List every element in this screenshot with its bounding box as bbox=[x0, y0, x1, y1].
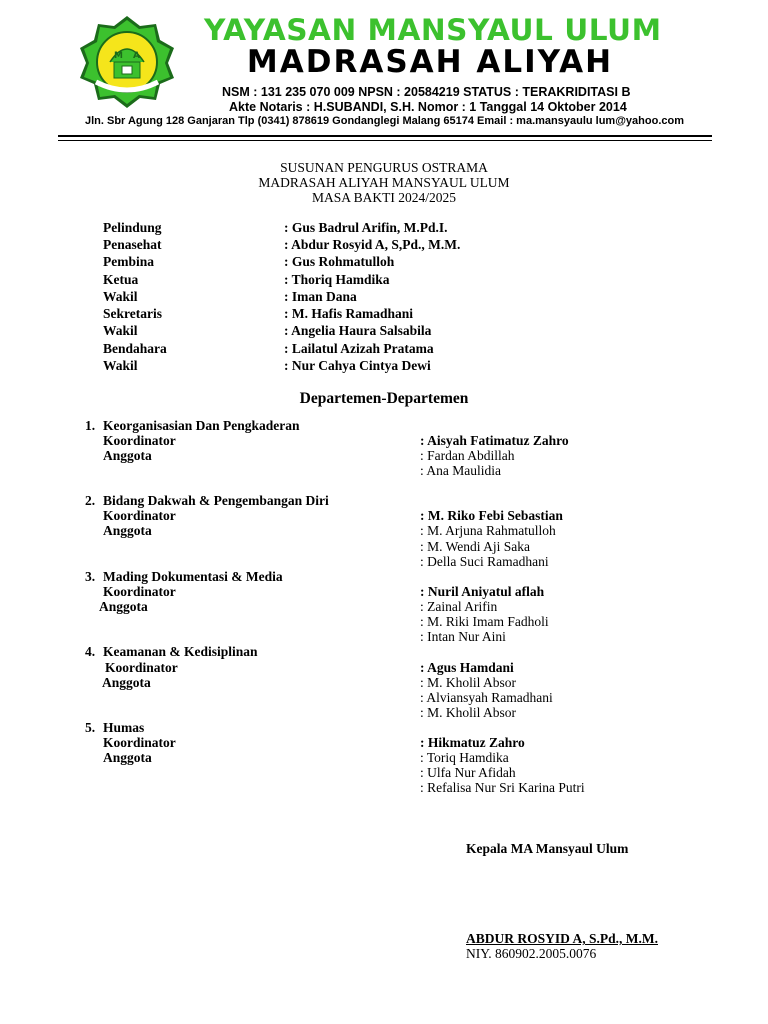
signatory-name: ABDUR ROSYID A, S.Pd., M.M. bbox=[466, 931, 659, 946]
coordinator-name: : Agus Hamdani bbox=[420, 660, 514, 675]
member-name: : Ulfa Nur Afidah bbox=[420, 765, 516, 780]
members-label: Anggota bbox=[103, 750, 152, 765]
school-name: MADRASAH ALIYAH bbox=[246, 44, 614, 80]
officer-name: : Lailatul Azizah Pratama bbox=[284, 341, 434, 356]
department-name: Bidang Dakwah & Pengembangan Diri bbox=[103, 493, 329, 508]
department-name: Mading Dokumentasi & Media bbox=[103, 569, 283, 584]
registration-line: NSM : 131 235 070 009 NPSN : 20584219 STATUS : TERAKRIDITASI B bbox=[222, 85, 631, 99]
officer-name: : Nur Cahya Cintya Dewi bbox=[284, 358, 431, 373]
officer-name: : Angelia Haura Salsabila bbox=[284, 323, 432, 338]
coordinator-label: Koordinator bbox=[103, 584, 176, 599]
signatory-position: Kepala MA Mansyaul Ulum bbox=[466, 841, 629, 856]
coordinator-label: Koordinator bbox=[103, 433, 176, 448]
officer-role: Wakil bbox=[103, 289, 138, 304]
officer-name: : M. Hafis Ramadhani bbox=[284, 306, 414, 321]
svg-text:A: A bbox=[133, 51, 140, 61]
officer-role: Pelindung bbox=[103, 220, 162, 235]
header-divider-thin bbox=[58, 140, 712, 141]
coordinator-label: Koordinator bbox=[103, 508, 176, 523]
svg-text:M: M bbox=[114, 51, 123, 61]
members-label: Anggota bbox=[102, 675, 151, 690]
officer-name: : Abdur Rosyid A, S,Pd., M.M. bbox=[284, 237, 461, 252]
signatory-id: NIY. 860902.2005.0076 bbox=[466, 946, 597, 961]
member-name: : Ana Maulidia bbox=[420, 463, 501, 478]
officer-name: : Thoriq Hamdika bbox=[284, 272, 390, 287]
member-name: : Zainal Arifin bbox=[420, 599, 498, 614]
coordinator-name: : Hikmatuz Zahro bbox=[420, 735, 525, 750]
members-label: Anggota bbox=[103, 523, 152, 538]
member-name: : Della Suci Ramadhani bbox=[420, 554, 549, 569]
officer-role: Ketua bbox=[103, 272, 139, 287]
members-label: Anggota bbox=[99, 599, 148, 614]
member-name: : M. Arjuna Rahmatulloh bbox=[420, 523, 556, 538]
department-name: Keamanan & Kedisiplinan bbox=[103, 644, 258, 659]
header-divider-thick bbox=[58, 135, 712, 137]
foundation-name: YAYASAN MANSYAUL ULUM bbox=[204, 13, 662, 47]
member-name: : Fardan Abdillah bbox=[420, 448, 515, 463]
member-name: : Intan Nur Aini bbox=[420, 629, 506, 644]
school-logo bbox=[70, 14, 184, 108]
officer-role: Pembina bbox=[103, 254, 155, 269]
member-name: : Toriq Hamdika bbox=[420, 750, 509, 765]
notary-line: Akte Notaris : H.SUBANDI, S.H. Nomor : 1 Tanggal 14 Oktober 2014 bbox=[229, 100, 627, 114]
title-line-2: MADRASAH ALIYAH MANSYAUL ULUM bbox=[258, 175, 510, 190]
officer-role: Wakil bbox=[103, 323, 138, 338]
member-name: : M. Riki Imam Fadholi bbox=[420, 614, 549, 629]
department-number: 5. bbox=[85, 720, 96, 735]
coordinator-name: : Aisyah Fatimatuz Zahro bbox=[420, 433, 569, 448]
department-number: 1. bbox=[85, 418, 96, 433]
department-number: 3. bbox=[85, 569, 96, 584]
member-name: : M. Kholil Absor bbox=[420, 705, 517, 720]
title-line-1: SUSUNAN PENGURUS OSTRAMA bbox=[280, 160, 488, 175]
department-name: Humas bbox=[103, 720, 145, 735]
members-label: Anggota bbox=[103, 448, 152, 463]
coordinator-name: : M. Riko Febi Sebastian bbox=[420, 508, 563, 523]
member-name: : M. Kholil Absor bbox=[420, 675, 517, 690]
coordinator-name: : Nuril Aniyatul aflah bbox=[420, 584, 545, 599]
officer-role: Sekretaris bbox=[103, 306, 162, 321]
member-name: : Alviansyah Ramadhani bbox=[420, 690, 553, 705]
officer-role: Penasehat bbox=[103, 237, 162, 252]
coordinator-label: Koordinator bbox=[103, 735, 176, 750]
officer-name: : Iman Dana bbox=[284, 289, 357, 304]
department-name: Keorganisasian Dan Pengkaderan bbox=[103, 418, 300, 433]
officer-role: Bendahara bbox=[103, 341, 167, 356]
department-number: 2. bbox=[85, 493, 96, 508]
title-line-3: MASA BAKTI 2024/2025 bbox=[311, 190, 456, 205]
coordinator-label: Koordinator bbox=[105, 660, 178, 675]
address-line: Jln. Sbr Agung 128 Ganjaran Tlp (0341) 878619 Gondanglegi Malang 65174 Email : ma.mansyaulu lum@yahoo.com bbox=[85, 115, 685, 127]
member-name: : M. Wendi Aji Saka bbox=[420, 539, 531, 554]
officer-name: : Gus Badrul Arifin, M.Pd.I. bbox=[284, 220, 448, 235]
officer-name: : Gus Rohmatulloh bbox=[284, 254, 395, 269]
officer-role: Wakil bbox=[103, 358, 138, 373]
departments-title: Departemen-Departemen bbox=[299, 390, 469, 407]
member-name: : Refalisa Nur Sri Karina Putri bbox=[420, 780, 585, 795]
department-number: 4. bbox=[85, 644, 96, 659]
